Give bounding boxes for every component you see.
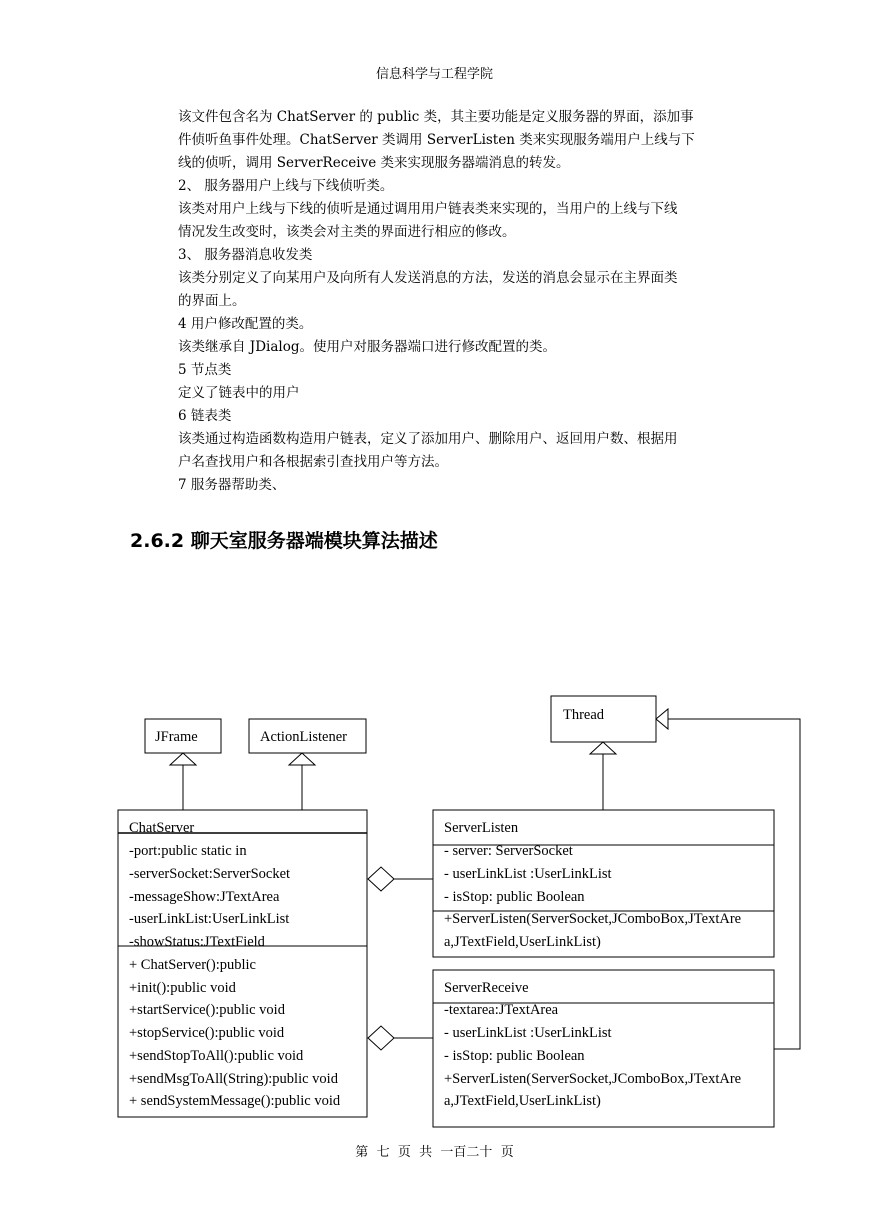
serverlisten-method: a,JTextField,UserLinkList) (444, 934, 601, 950)
serverreceive-thread-link (668, 719, 800, 1049)
serverreceive-name: ServerReceive (444, 980, 529, 996)
body-line: 该文件包含名为 ChatServer 的 public 类，其主要功能是定义服务器的界面，添加事 (178, 109, 694, 125)
footer-part: 第 (355, 1145, 369, 1160)
serverreceive-attribute: -textarea:JTextArea (444, 1002, 559, 1018)
body-line: 3、 服务器消息收发类 (178, 247, 313, 263)
body-line: 6 链表类 (178, 408, 232, 424)
chatserver-method: + sendSystemMessage():public void (129, 1093, 341, 1109)
body-line: 定义了链表中的用户 (178, 385, 300, 401)
footer-page-number: 七 (376, 1145, 390, 1160)
serverreceive-attribute: a,JTextField,UserLinkList) (444, 1093, 601, 1109)
section-title: 2.6.2 聊天室服务器端模块算法描述 (130, 530, 438, 552)
body-line: 该类继承自 JDialog。使用户对服务器端口进行修改配置的类。 (178, 339, 556, 355)
chatserver-method: +stopService():public void (129, 1025, 285, 1041)
chatserver-attribute: -showStatus:JTextField (129, 934, 265, 950)
thread-inherit-arrow (590, 742, 616, 754)
actionlistener-inherit-arrow (289, 753, 315, 765)
body-line: 件侦听鱼事件处理。ChatServer 类调用 ServerListen 类来实现服务端用户上线与下 (178, 132, 695, 148)
chatserver-method: + ChatServer():public (129, 957, 256, 973)
body-line: 的界面上。 (178, 293, 246, 309)
body-line: 户名查找用户和各根据索引查找用户等方法。 (178, 454, 448, 470)
body-line: 7 服务器帮助类、 (178, 477, 286, 493)
body-line: 该类分别定义了向某用户及向所有人发送消息的方法，发送的消息会显示在主界面类 (178, 270, 678, 286)
chatserver-method: +startService():public void (129, 1002, 285, 1018)
chatserver-name: ChatServer (129, 820, 195, 836)
body-line: 该类通过构造函数构造用户链表，定义了添加用户、删除用户、返回用户数、根据用 (178, 431, 678, 447)
serverlisten-name: ServerListen (444, 820, 519, 836)
serverlisten-attribute: - isStop: public Boolean (444, 889, 585, 905)
serverlisten-attribute: - server: ServerSocket (444, 843, 573, 859)
footer-part: 页 (500, 1145, 514, 1160)
footer-part: 共 (419, 1145, 433, 1160)
chatserver-attribute: -serverSocket:ServerSocket (129, 866, 291, 882)
page-header: 信息科学与工程学院 (375, 67, 493, 82)
footer-part: 页 (397, 1145, 411, 1160)
chatserver-attribute: -port:public static in (129, 843, 247, 859)
thread-name: Thread (563, 707, 605, 723)
thread-inherit-arrow-right (656, 709, 668, 729)
serverreceive-attribute: - userLinkList :UserLinkList (444, 1025, 612, 1041)
aggregation-diamond-listen (368, 867, 394, 891)
body-line: 该类对用户上线与下线的侦听是通过调用用户链表类来实现的，当用户的上线与下线 (178, 201, 678, 217)
serverlisten-attribute: - userLinkList :UserLinkList (444, 866, 612, 882)
page-footer (0, 1141, 869, 1160)
chatserver-method: +init():public void (129, 980, 236, 996)
chatserver-attribute: -userLinkList:UserLinkList (129, 911, 290, 927)
jframe-inherit-arrow (170, 753, 196, 765)
footer-total-pages: 一百二十 (440, 1145, 493, 1160)
actionlistener-name: ActionListener (260, 729, 347, 745)
serverreceive-attribute: - isStop: public Boolean (444, 1048, 585, 1064)
chatserver-method: +sendStopToAll():public void (129, 1048, 304, 1064)
serverreceive-attribute: +ServerListen(ServerSocket,JComboBox,JTextAre (444, 1071, 742, 1087)
serverlisten-method: +ServerListen(ServerSocket,JComboBox,JTextAre (444, 911, 742, 927)
aggregation-diamond-receive (368, 1026, 394, 1050)
body-line: 2、 服务器用户上线与下线侦听类。 (178, 178, 394, 194)
chatserver-method: +sendMsgToAll(String):public void (129, 1071, 338, 1087)
body-line: 线的侦听，调用 ServerReceive 类来实现服务器端消息的转发。 (178, 155, 570, 171)
body-line: 情况发生改变时，该类会对主类的界面进行相应的修改。 (178, 224, 516, 240)
body-line: 5 节点类 (178, 362, 232, 378)
jframe-name: JFrame (155, 729, 198, 745)
chatserver-attribute: -messageShow:JTextArea (129, 889, 280, 905)
body-line: 4 用户修改配置的类。 (178, 316, 313, 332)
